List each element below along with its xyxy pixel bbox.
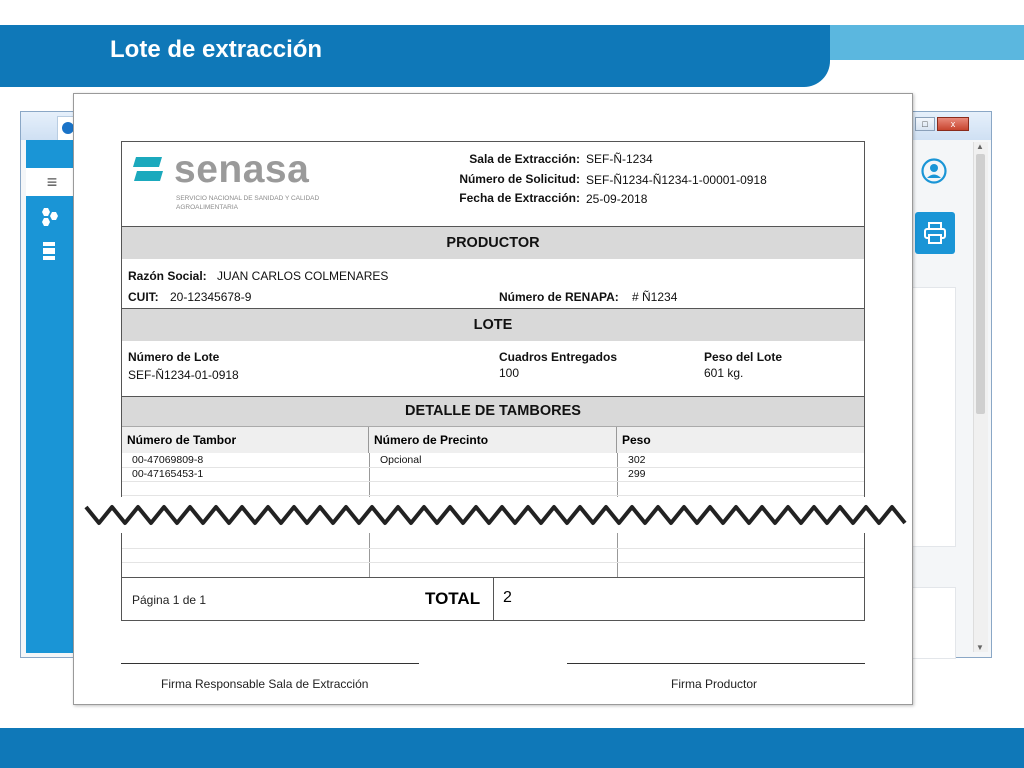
peso-lote-label: Peso del Lote: [704, 350, 783, 364]
table-cell-tambor: 00-47069809-8: [132, 454, 204, 466]
productor-heading: PRODUCTOR: [122, 227, 864, 259]
signature-label-left: Firma Responsable Sala de Extracción: [161, 677, 369, 691]
footer-band: [0, 728, 1024, 768]
solicitud-label: Número de Solicitud:: [459, 172, 580, 186]
printer-icon: [923, 221, 947, 245]
barrel-icon[interactable]: [38, 240, 60, 262]
numero-lote-value: SEF-Ñ1234-01-0918: [128, 368, 239, 382]
row-divider: [122, 467, 864, 468]
scroll-down-icon[interactable]: ▼: [976, 643, 984, 652]
document-footer: [122, 578, 864, 620]
fecha-label: Fecha de Extracción:: [459, 191, 580, 205]
cuit-value: 20-12345678-9: [170, 290, 252, 304]
signature-line-right: [567, 663, 865, 664]
page-indicator: Página 1 de 1: [132, 593, 207, 607]
scroll-up-icon[interactable]: ▲: [976, 142, 984, 151]
close-button[interactable]: x: [937, 117, 969, 131]
row-divider: [122, 548, 864, 549]
user-icon[interactable]: [921, 158, 947, 184]
slide-title: Lote de extracción: [110, 36, 323, 63]
logo-subtitle: SERVICIO NACIONAL DE SANIDAD Y CALIDAD AGROALIMENTARIA: [176, 195, 320, 211]
renapa-value: # Ñ1234: [632, 290, 678, 304]
scroll-thumb[interactable]: [976, 154, 985, 414]
sala-label: Sala de Extracción:: [469, 152, 580, 166]
table-cell-tambor: 00-47165453-1: [132, 468, 204, 480]
table-cell-peso: 299: [628, 468, 646, 480]
honeycomb-icon[interactable]: [38, 206, 60, 228]
lote-heading: LOTE: [122, 309, 864, 341]
logo-wordmark: senasa: [174, 148, 310, 191]
row-divider: [122, 481, 864, 482]
app-card: [909, 287, 956, 547]
signature-label-right: Firma Productor: [671, 677, 758, 691]
tambores-table-header: [122, 426, 864, 453]
solicitud-value: SEF-Ñ1234-Ñ1234-1-00001-0918: [586, 173, 767, 187]
scrollbar[interactable]: [973, 142, 988, 652]
numero-lote-label: Número de Lote: [128, 350, 220, 364]
total-value: 2: [503, 589, 512, 606]
row-divider: [122, 562, 864, 563]
tambores-section: [122, 397, 864, 578]
razon-value: JUAN CARLOS COLMENARES: [217, 269, 389, 283]
table-cell-precinto: Opcional: [380, 454, 422, 466]
peso-lote-value: 601 kg.: [704, 366, 744, 380]
lote-section: [122, 309, 864, 397]
razon-label: Razón Social:: [128, 269, 207, 283]
total-label: TOTAL: [425, 589, 481, 608]
document-table: [121, 141, 865, 621]
cuadros-value: 100: [499, 366, 520, 380]
renapa-label: Número de RENAPA:: [499, 290, 619, 304]
table-cell-peso: 302: [628, 454, 646, 466]
app-card: [909, 587, 956, 659]
col-header-tambor: Número de Tambor: [122, 427, 369, 453]
senasa-logo-icon: [132, 154, 164, 186]
cuadros-label: Cuadros Entregados: [499, 350, 618, 364]
maximize-button[interactable]: □: [915, 117, 935, 131]
document-header: [122, 142, 864, 227]
productor-section: [122, 227, 864, 309]
cuit-label: CUIT:: [128, 290, 159, 304]
tambores-heading: DETALLE DE TAMBORES: [122, 397, 864, 426]
sala-value: SEF-Ñ-1234: [586, 152, 653, 166]
cut-mark-zigzag: [82, 497, 912, 533]
row-divider: [122, 495, 864, 496]
document-page: [73, 93, 913, 705]
fecha-value: 25-09-2018: [586, 192, 648, 206]
signature-line-left: [121, 663, 419, 664]
footer-divider: [493, 578, 494, 620]
print-button[interactable]: [915, 212, 955, 254]
app-sidebar: [26, 140, 78, 653]
col-header-precinto: Número de Precinto: [369, 427, 617, 453]
col-header-peso: Peso: [622, 433, 651, 447]
hamburger-icon[interactable]: ≡: [26, 168, 78, 196]
